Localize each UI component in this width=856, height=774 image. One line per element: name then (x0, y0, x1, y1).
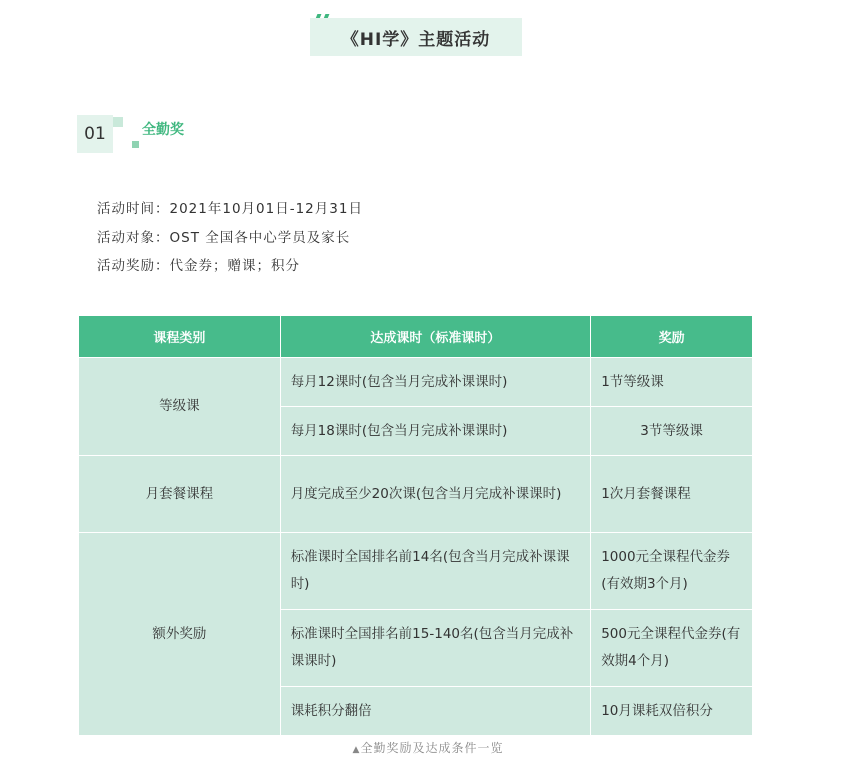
reward-cell: 1次月套餐课程 (591, 456, 753, 533)
table-header-row (79, 316, 753, 358)
info-activity-time: 活动时间：2021年10月01日-12月31日 (97, 201, 363, 217)
page-title: 《HI学》主题活动 (310, 18, 522, 56)
header-category: 课程类别 (79, 316, 281, 358)
caption-text: 全勤奖励及达成条件一览 (360, 741, 504, 755)
category-cell: 月套餐课程 (79, 456, 281, 533)
section-title: 全勤奖 (142, 122, 184, 138)
reward-cell: 500元全课程代金券(有效期4个月) (591, 610, 753, 687)
reward-cell: 1000元全课程代金券(有效期3个月) (591, 533, 753, 610)
info-activity-reward: 活动奖励：代金券；赠课；积分 (97, 258, 300, 274)
condition-cell: 每月18课时(包含当月完成补课课时) (280, 407, 591, 456)
decorative-square (113, 117, 123, 127)
condition-cell: 每月12课时(包含当月完成补课课时) (280, 358, 591, 407)
category-cell: 额外奖励 (79, 533, 281, 736)
award-table (78, 315, 753, 736)
table-row (79, 456, 753, 533)
condition-cell: 课耗积分翻倍 (280, 687, 591, 736)
header-reward: 奖励 (591, 316, 753, 358)
header-condition: 达成课时（标准课时） (280, 316, 591, 358)
table-caption (0, 739, 856, 756)
reward-cell: 3节等级课 (591, 407, 753, 456)
condition-cell: 月度完成至少20次课(包含当月完成补课课时) (280, 456, 591, 533)
table-row (79, 358, 753, 407)
category-cell: 等级课 (79, 358, 281, 456)
info-activity-audience: 活动对象：OST 全国各中心学员及家长 (97, 230, 351, 246)
condition-cell: 标准课时全国排名前15-140名(包含当月完成补课课时) (280, 610, 591, 687)
reward-cell: 10月课耗双倍积分 (591, 687, 753, 736)
section-number-badge: 01 (77, 115, 113, 153)
condition-cell: 标准课时全国排名前14名(包含当月完成补课课时) (280, 533, 591, 610)
reward-cell: 1节等级课 (591, 358, 753, 407)
decorative-square (132, 141, 139, 148)
table-row (79, 533, 753, 610)
caption-triangle-icon: ▲ (352, 745, 361, 755)
